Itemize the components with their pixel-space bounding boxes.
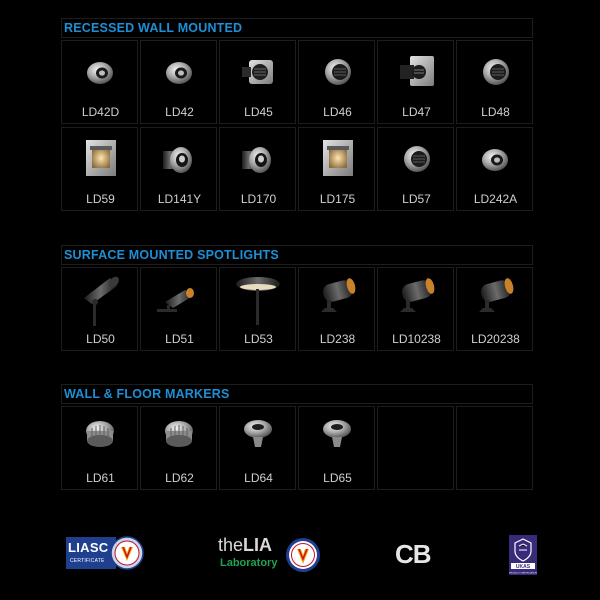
square-plate-recessed-icon	[386, 45, 447, 99]
spike-spotlight-icon	[70, 272, 131, 326]
liasc-box	[66, 537, 116, 569]
product-label: LD10238	[392, 332, 441, 346]
ukas-logo-icon	[509, 535, 537, 575]
liasc-name: LIASC	[68, 540, 109, 555]
product-label: LD61	[86, 471, 115, 485]
round-small-recessed-icon	[149, 45, 210, 99]
lia-badge-icon	[110, 536, 144, 570]
product-card-ld53[interactable]	[219, 267, 296, 351]
product-label: LD45	[244, 105, 273, 119]
cylinder-spotlight-icon	[307, 272, 368, 326]
product-thumbnail	[141, 268, 218, 330]
product-thumbnail	[378, 128, 455, 190]
product-thumbnail	[220, 128, 297, 190]
product-label: LD59	[86, 192, 115, 206]
product-thumbnail	[457, 128, 534, 190]
product-thumbnail	[299, 268, 376, 330]
section-title: RECESSED WALL MOUNTED	[61, 18, 533, 38]
empty-product-cell	[377, 406, 454, 490]
cb-logo: CB	[395, 539, 431, 569]
product-thumbnail	[378, 41, 455, 103]
product-card-ld50[interactable]	[61, 267, 138, 351]
cylinder-spotlight-icon	[465, 272, 526, 326]
thelia-name: LIA	[243, 535, 273, 555]
product-label: LD170	[240, 192, 277, 206]
product-card-ld47[interactable]	[377, 40, 454, 124]
product-card-ld175[interactable]	[298, 127, 375, 211]
product-thumbnail	[62, 407, 139, 469]
product-row	[61, 127, 533, 211]
thelia-logo	[218, 535, 328, 575]
product-card-ld238[interactable]	[298, 267, 375, 351]
product-row	[61, 40, 533, 124]
floor-marker-icon	[70, 411, 131, 465]
product-card-ld20238[interactable]	[456, 267, 533, 351]
square-brick-light-icon	[70, 132, 131, 186]
product-label: LD53	[244, 332, 273, 346]
product-label: LD64	[244, 471, 273, 485]
thelia-wordmark	[218, 535, 272, 556]
product-label: LD62	[165, 471, 194, 485]
ukas-name: UKAS	[515, 564, 531, 570]
product-thumbnail	[62, 128, 139, 190]
product-row	[61, 406, 533, 490]
product-card-ld62[interactable]	[140, 406, 217, 490]
product-thumbnail	[141, 41, 218, 103]
lia-badge-icon	[285, 537, 321, 573]
product-card-ld242a[interactable]	[456, 127, 533, 211]
section-title: SURFACE MOUNTED SPOTLIGHTS	[61, 245, 533, 265]
product-thumbnail	[457, 268, 534, 330]
liasc-sub: CERTIFICATE	[70, 558, 105, 564]
low-spotlight-icon	[149, 272, 210, 326]
product-row	[61, 267, 533, 351]
product-card-ld10238[interactable]	[377, 267, 454, 351]
product-thumbnail	[299, 407, 376, 469]
product-label: LD47	[402, 105, 431, 119]
product-thumbnail	[220, 41, 297, 103]
product-card-ld64[interactable]	[219, 406, 296, 490]
product-label: LD48	[481, 105, 510, 119]
product-label: LD42D	[81, 105, 120, 119]
floor-marker-icon	[149, 411, 210, 465]
product-label: LD20238	[471, 332, 520, 346]
product-thumbnail	[141, 407, 218, 469]
product-label: LD51	[165, 332, 194, 346]
product-thumbnail	[62, 268, 139, 330]
mushroom-light-icon	[228, 272, 289, 326]
round-louvre-recessed-icon	[307, 45, 368, 99]
liasc-logo	[66, 537, 144, 569]
round-small-recessed-icon	[465, 132, 526, 186]
square-brick-light-icon	[307, 132, 368, 186]
thelia-prefix: the	[218, 535, 244, 555]
product-thumbnail	[220, 407, 297, 469]
product-thumbnail	[220, 268, 297, 330]
ukas-sub: PRODUCT CERTIFICATION	[509, 572, 537, 575]
cylinder-spotlight-icon	[386, 272, 447, 326]
dome-marker-icon	[307, 411, 368, 465]
round-small-recessed-icon	[70, 45, 131, 99]
product-label: LD50	[86, 332, 115, 346]
product-card-ld45[interactable]	[219, 40, 296, 124]
product-thumbnail	[299, 41, 376, 103]
product-label: LD141Y	[157, 192, 202, 206]
thelia-sub: Laboratory	[220, 557, 278, 569]
product-card-ld170[interactable]	[219, 127, 296, 211]
certification-logos	[0, 525, 600, 585]
product-label: LD42	[165, 105, 194, 119]
product-card-ld61[interactable]	[61, 406, 138, 490]
round-deep-recessed-icon	[228, 132, 289, 186]
product-card-ld57[interactable]	[377, 127, 454, 211]
product-card-ld42d[interactable]	[61, 40, 138, 124]
round-louvre-recessed-icon	[386, 132, 447, 186]
round-louvre-recessed-icon	[465, 45, 526, 99]
product-card-ld59[interactable]	[61, 127, 138, 211]
product-thumbnail	[299, 128, 376, 190]
product-card-ld65[interactable]	[298, 406, 375, 490]
product-label: LD238	[319, 332, 356, 346]
product-label: LD65	[323, 471, 352, 485]
product-card-ld51[interactable]	[140, 267, 217, 351]
product-thumbnail	[457, 41, 534, 103]
empty-product-cell	[456, 406, 533, 490]
product-label: LD46	[323, 105, 352, 119]
round-deep-recessed-icon	[149, 132, 210, 186]
section-title: WALL & FLOOR MARKERS	[61, 384, 533, 404]
product-card-ld42[interactable]	[140, 40, 217, 124]
product-label: LD175	[319, 192, 356, 206]
product-card-ld48[interactable]	[456, 40, 533, 124]
product-thumbnail	[378, 268, 455, 330]
product-card-ld46[interactable]	[298, 40, 375, 124]
product-label: LD242A	[473, 192, 518, 206]
product-card-ld141y[interactable]	[140, 127, 217, 211]
dome-marker-icon	[228, 411, 289, 465]
product-thumbnail	[62, 41, 139, 103]
product-thumbnail	[141, 128, 218, 190]
product-label: LD57	[402, 192, 431, 206]
square-louvre-recessed-icon	[228, 45, 289, 99]
